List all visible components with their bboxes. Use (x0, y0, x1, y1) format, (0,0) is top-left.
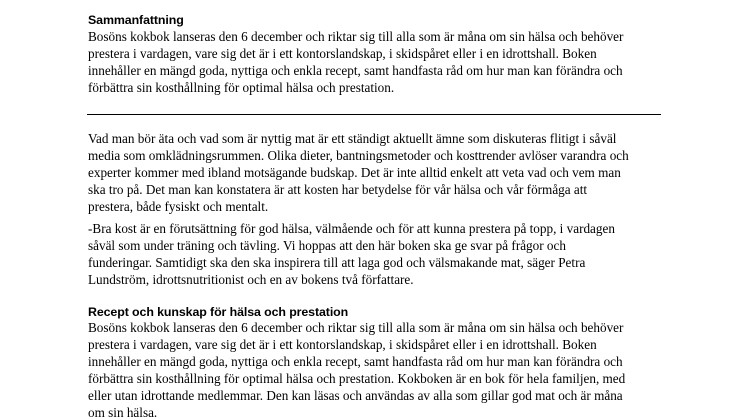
section-divider (87, 114, 661, 115)
recipes-line: Bosöns kokbok lanseras den 6 december och riktar sig till alla som är måna om sin hälsa och behöver (88, 320, 624, 335)
intro-line: Vad man bör äta och vad som är nyttig mat är ett ständigt aktuellt ämne som diskuteras flitigt i såväl (88, 131, 617, 146)
intro-line: ska tro på. Det man kan konstatera är att kosten har betydelse för vår hälsa och vår förmåga att (88, 182, 588, 197)
quote-line: -Bra kost är en förutsättning för god hälsa, välmående och för att kunna prestera på topp, i vardagen (88, 221, 615, 236)
summary-line: prestera i vardagen, vare sig det är i ett kontorslandskap, i skidspåret eller i en idrottshall. Boken (88, 46, 597, 61)
summary-paragraph (88, 28, 668, 96)
recipes-paragraph (88, 319, 668, 419)
summary-line: Bosöns kokbok lanseras den 6 december och riktar sig till alla som är måna om sin hälsa och behöver (88, 29, 624, 44)
quote-paragraph (88, 220, 668, 288)
recipes-heading: Recept och kunskap för hälsa och prestation (88, 305, 349, 319)
recipes-line: om sin hälsa. (88, 405, 158, 419)
quote-line: funderingar. Samtidigt ska den ska inspirera till att laga god och välsmakande mat, säger Petra (88, 255, 586, 270)
intro-paragraph (88, 130, 668, 215)
quote-line: såväl som under träning och tävling. Vi hoppas att den här boken ska ge svar på frågor och (88, 238, 566, 253)
intro-line: prestera, både fysiskt och mentalt. (88, 199, 269, 214)
intro-line: experter kommer med ibland motsägande budskap. Det är inte alltid enkelt att veta vad och vem man (88, 165, 621, 180)
recipes-line: eller utan idrottande medlemmar. Den kan läsas och användas av alla som gillar god mat och är måna (88, 388, 623, 403)
summary-heading: Sammanfattning (88, 13, 184, 27)
recipes-line: innehåller en mängd goda, nyttiga och enkla recept, samt handfasta råd om hur man kan förändra och (88, 354, 623, 369)
quote-line: Lundström, idrottsnutritionist och en av bokens två författare. (88, 272, 414, 287)
recipes-line: prestera i vardagen, vare sig det är i ett kontorslandskap, i skidspåret eller i en idrottshall. Boken (88, 337, 597, 352)
intro-line: media som omklädningsrummen. Olika dieter, bantningsmetoder och kosttrender avlöser varandra och (88, 148, 629, 163)
recipes-line: förbättra sin kosthållning för optimal hälsa och prestation. Kokboken är en bok för hela familjen, med (88, 371, 626, 386)
summary-line: förbättra sin kosthållning för optimal hälsa och prestation. (88, 80, 395, 95)
summary-line: innehåller en mängd goda, nyttiga och enkla recept, samt handfasta råd om hur man kan förändra och (88, 63, 623, 78)
